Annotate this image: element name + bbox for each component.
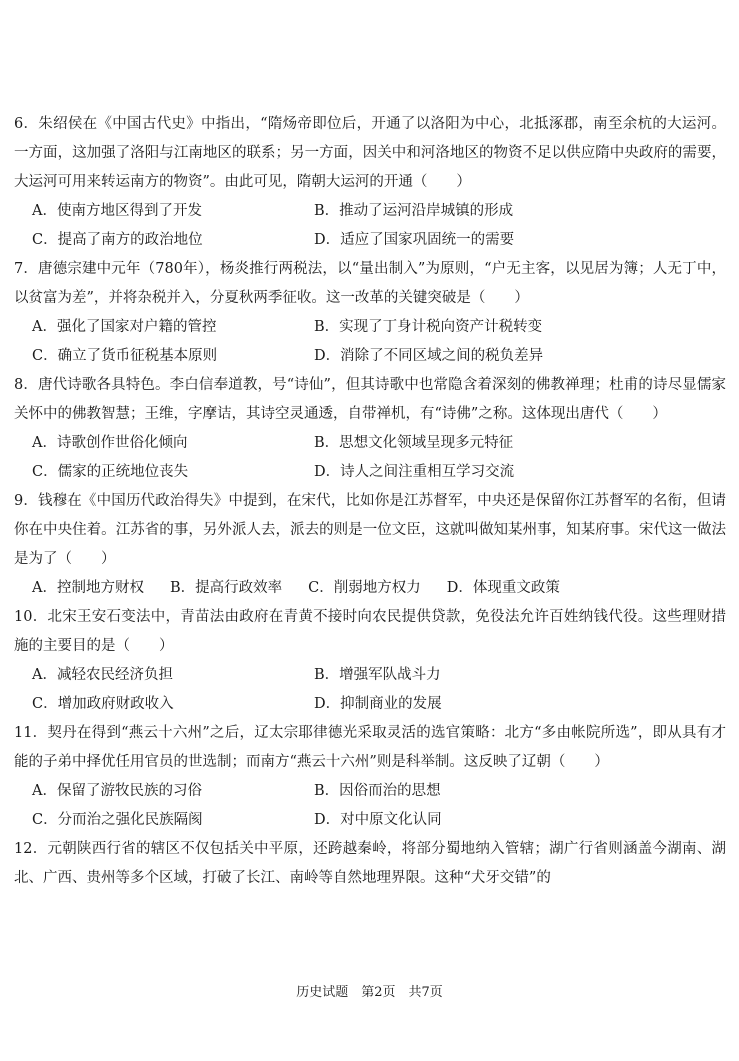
- option-d: D．适应了国家巩固统一的需要: [314, 232, 515, 248]
- question-stem: 6．朱绍侯在《中国古代史》中指出，“隋炀帝即位后，开通了以洛阳为中心，北抵涿郡，南至余杭的大运河。一方面，这加强了洛阳与江南地区的联系；另一方面，因关中和河洛地区的物资不足以供应隋中央政府的需要，大运河可用来转运南方的物资”。由此可见，隋朝大运河的开通（ ）: [14, 116, 726, 190]
- option-c: C．分而治之强化民族隔阂: [32, 812, 203, 828]
- question-list: [14, 110, 726, 893]
- option-a: A．控制地方财权: [32, 580, 144, 596]
- option-c: C．儒家的正统地位丧失: [32, 464, 189, 480]
- option-c: C．提高了南方的政治地位: [32, 232, 203, 248]
- question-stem: 11．契丹在得到“燕云十六州”之后，辽太宗耶律德光采取灵活的选官策略：北方“多由帐院所选”，即从具有才能的子弟中择优任用官员的世选制；而南方“燕云十六州”则是科举制。这反映了辽朝（ ）: [14, 725, 726, 770]
- option-a: A．减轻农民经济负担: [32, 667, 173, 683]
- question-9: [14, 487, 726, 603]
- option-b: B．提高行政效率: [169, 580, 283, 596]
- option-a: A．使南方地区得到了开发: [32, 203, 202, 219]
- question-stem: 10．北宋王安石变法中，青苗法由政府在青黄不接时向农民提供贷款，免役法允许百姓纳钱代役。这些理财措施的主要目的是（ ）: [14, 609, 726, 654]
- option-d: D．对中原文化认同: [314, 812, 442, 828]
- option-b: B．实现了丁身计税向资产计税转变: [314, 319, 543, 335]
- option-b: B．增强军队战斗力: [314, 667, 441, 683]
- option-a: A．保留了游牧民族的习俗: [32, 783, 202, 799]
- option-a: A．诗歌创作世俗化倾向: [32, 435, 188, 451]
- question-stem: 8．唐代诗歌各具特色。李白信奉道教，号“诗仙”，但其诗歌中也常隐含着深刻的佛教禅理；杜甫的诗尽显儒家关怀中的佛教智慧；王维，字摩诘，其诗空灵通透，自带禅机，有“诗佛”之称。这体现出唐代（ ）: [14, 377, 726, 422]
- question-11: [14, 719, 726, 835]
- question-options: [14, 197, 726, 255]
- option-b: B．思想文化领域呈现多元特征: [314, 435, 514, 451]
- option-b: B．推动了运河沿岸城镇的形成: [314, 203, 514, 219]
- page-footer: 历史试题 第2页 共7页: [296, 985, 443, 1000]
- option-c: C．增加政府财政收入: [32, 696, 174, 712]
- question-options: [14, 777, 726, 835]
- question-8: [14, 371, 726, 487]
- option-c: C．削弱地方权力: [308, 580, 421, 596]
- question-options: [14, 661, 726, 719]
- option-d: D．消除了不同区域之间的税负差异: [314, 348, 544, 364]
- option-a: A．强化了国家对户籍的管控: [32, 319, 217, 335]
- question-stem: 12．元朝陕西行省的辖区不仅包括关中平原，还跨越秦岭，将部分蜀地纳入管辖；湖广行省则涵盖今湖南、湖北、广西、贵州等多个区域，打破了长江、南岭等自然地理界限。这种“犬牙交错”的: [14, 841, 726, 886]
- question-6: [14, 110, 726, 255]
- option-c: C．确立了货币征税基本原则: [32, 348, 218, 364]
- option-d: D．抑制商业的发展: [314, 696, 442, 712]
- option-d: D．诗人之间注重相互学习交流: [314, 464, 515, 480]
- question-stem: 9．钱穆在《中国历代政治得失》中提到，在宋代，比如你是江苏督军，中央还是保留你江苏督军的名衔，但请你在中央住着。江苏省的事，另外派人去，派去的则是一位文臣，这就叫做知某州事，知某府事。宋代这一做法是为了（ ）: [14, 493, 726, 567]
- question-stem: 7．唐德宗建中元年（780年），杨炎推行两税法，以“量出制入”为原则，“户无主客，以见居为簿；人无丁中，以贫富为差”，并将杂税并入，分夏秋两季征收。这一改革的关键突破是（ ）: [14, 261, 726, 306]
- question-options: [14, 429, 726, 487]
- question-options: [14, 313, 726, 371]
- question-10: [14, 603, 726, 719]
- option-d: D．体现重文政策: [446, 580, 560, 596]
- question-12: [14, 835, 726, 893]
- question-options: [14, 574, 726, 603]
- question-7: [14, 255, 726, 371]
- option-b: B．因俗而治的思想: [314, 783, 441, 799]
